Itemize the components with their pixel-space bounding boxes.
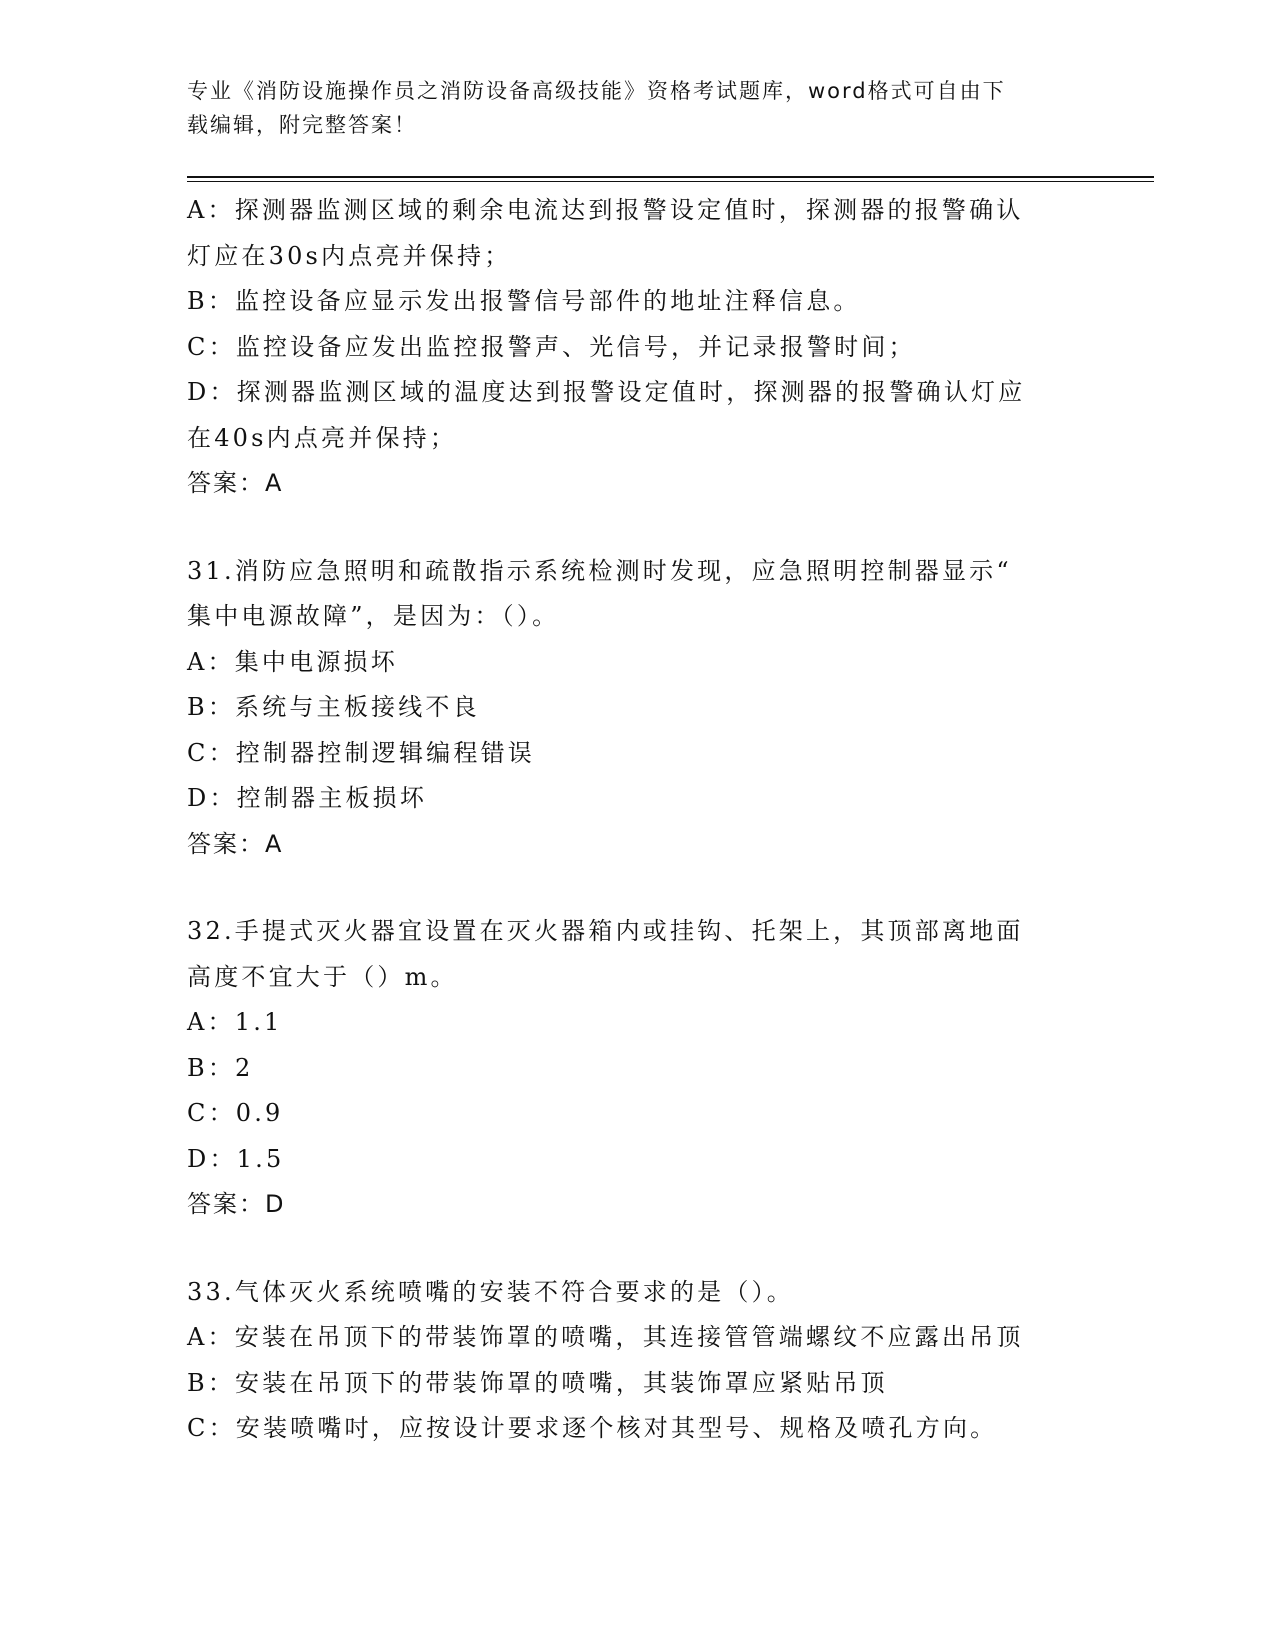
option-a: A：1.1 bbox=[187, 1008, 283, 1036]
option-line: D：探测器监测区域的温度达到报警设定值时，探测器的报警确认灯应 bbox=[187, 378, 1026, 406]
header-line-2: 载编辑，附完整答案！ bbox=[187, 113, 417, 137]
spacer bbox=[187, 867, 1087, 909]
option-a: A：集中电源损坏 bbox=[187, 647, 398, 676]
option-line: A：探测器监测区域的剩余电流达到报警设定值时，探测器的报警确认 bbox=[187, 196, 1024, 224]
option-b: B：2 bbox=[187, 1053, 254, 1082]
question-block bbox=[187, 188, 1087, 507]
answer-line: 答案：A bbox=[187, 829, 284, 858]
option-line: 在40s内点亮并保持； bbox=[187, 423, 458, 452]
option-b: B：系统与主板接线不良 bbox=[187, 693, 480, 721]
option-d: D：1.5 bbox=[187, 1144, 285, 1173]
option-d: D：控制器主板损坏 bbox=[187, 784, 428, 812]
question-block bbox=[187, 549, 1087, 868]
question-block bbox=[187, 1270, 1087, 1452]
question-text: 33.气体灭火系统喷嘴的安装不符合要求的是（）。 bbox=[187, 1277, 794, 1306]
option-b: B：安装在吊顶下的带装饰罩的喷嘴，其装饰罩应紧贴吊顶 bbox=[187, 1368, 888, 1397]
option-c: C：控制器控制逻辑编程错误 bbox=[187, 738, 535, 767]
question-text: 31.消防应急照明和疏散指示系统检测时发现，应急照明控制器显示“ bbox=[187, 556, 1012, 585]
option-a: A：安装在吊顶下的带装饰罩的喷嘴，其连接管管端螺纹不应露出吊顶 bbox=[187, 1323, 1024, 1351]
option-line: C：监控设备应发出监控报警声、光信号，并记录报警时间； bbox=[187, 332, 916, 361]
question-text: 集中电源故障”，是因为：（）。 bbox=[187, 602, 560, 630]
spacer bbox=[187, 507, 1087, 549]
question-block bbox=[187, 909, 1087, 1228]
option-line: 灯应在30s内点亮并保持； bbox=[187, 241, 512, 270]
spacer bbox=[187, 1228, 1087, 1270]
answer-line: 答案：D bbox=[187, 1190, 286, 1218]
question-text: 高度不宜大于（）m。 bbox=[187, 962, 458, 991]
answer-line: 答案：A bbox=[187, 469, 284, 497]
option-line: B：监控设备应显示发出报警信号部件的地址注释信息。 bbox=[187, 287, 861, 315]
header-line-1: 专业《消防设施操作员之消防设备高级技能》资格考试题库，word格式可自由下 bbox=[187, 79, 1006, 103]
page-header bbox=[187, 74, 1067, 142]
question-list bbox=[187, 188, 1087, 1452]
header-divider-thick bbox=[187, 176, 1154, 178]
option-c: C：安装喷嘴吋，应按设计要求逐个核对其型号、规格及喷孔方向。 bbox=[187, 1414, 998, 1442]
header-divider-thin bbox=[187, 181, 1154, 182]
option-c: C：0.9 bbox=[187, 1099, 284, 1127]
question-text: 32.手提式灭火器宜设置在灭火器箱内或挂钩、托架上，其顶部离地面 bbox=[187, 917, 1024, 945]
